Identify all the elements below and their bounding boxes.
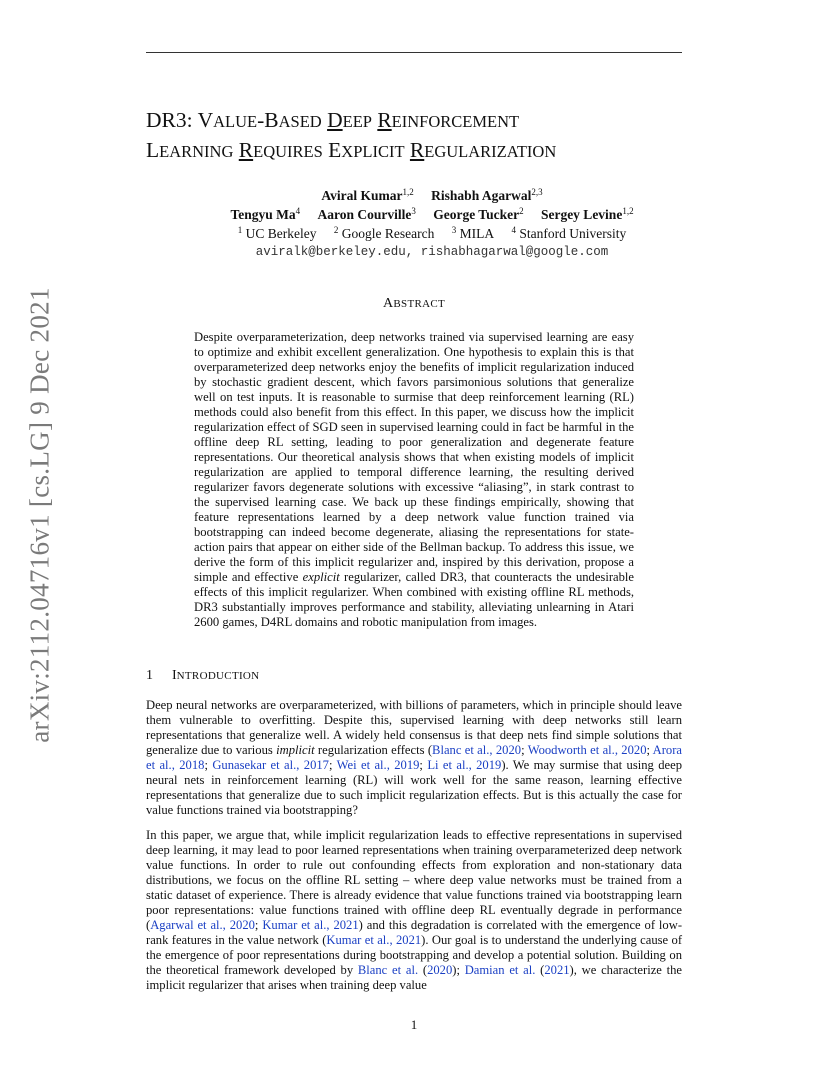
author-name: George Tucker [433,207,520,222]
title-line-2: LEARNING REQUIRES EXPLICIT REGULARIZATION [146,138,557,162]
arxiv-stamp-text: arXiv:2112.04716v1 [cs.LG] 9 Dec 2021 [24,287,55,743]
author-emails: aviralk@berkeley.edu, rishabhagarwal@google.com [255,245,609,259]
author-name: Sergey Levine [540,207,623,222]
citation-link[interactable]: Blanc et al. [357,963,419,977]
citation-link[interactable]: Woodworth et al., 2020 [527,743,647,757]
citation-link[interactable]: 2020 [427,963,453,977]
abstract-body [194,330,634,630]
author-name: Tengyu Ma [230,207,296,222]
author-name: Rishabh Agarwal [431,188,532,203]
author-block [146,186,718,262]
citation-link[interactable]: Kumar et al., 2021 [326,933,422,947]
author-name: Aaron Courville [317,207,412,222]
citation-link[interactable]: 2021 [544,963,570,977]
citation-link[interactable]: Li et al., 2019 [427,758,502,772]
body-paragraph-1: Deep neural networks are overparameterized, with billions of parameters, which in principle should leave them vulnerable to overfitting. Despite this, supervised learning with deep networks still learn representations that generalize well. A widely held consensus is that deep nets find simple solutions that generalize due to various implicit regularization effects (Blanc et al., 2020; Woodworth et al., 2020; Arora et al., 2018; Gunasekar et al., 2017; Wei et al., 2019; Li et al., 2019). We may surmise that using deep neural nets in reinforcement learning (RL) will work well for the same reason, learning effective representations that generalize due to such implicit regularization effects. But is this actually the case for value functions trained via bootstrapping? [146,698,683,817]
citation-link[interactable]: Agarwal et al., 2020 [150,918,255,932]
citation-link[interactable]: Blanc et al., 2020 [432,743,522,757]
author-row-1: Aviral Kumar$^{1,2}$ Rishabh Agarwal$^{2,3}$ [321,187,543,203]
section-heading-introduction: 1 INTRODUCTION [146,668,260,683]
affiliations: $^1$ UC Berkeley $^2$ Google Research $^3$ MILA $^4$ Stanford University [237,225,627,241]
abstract-heading: ABSTRACT [382,296,446,311]
paper-title [146,106,746,166]
page-number: 1 [410,1017,418,1032]
top-rule [146,52,682,53]
citation-link[interactable]: Kumar et al., 2021 [262,918,359,932]
abstract-paragraph: Despite overparameterization, deep networks trained via supervised learning are easy to optimize and exhibit excellent generalization. One hypothesis to explain this is that overparameterized deep networks enjoy the benefits of implicit regularization induced by stochastic gradient descent, which favors parsimonious solutions that generalize well on test inputs. It is reasonable to surmise that deep reinforcement learning (RL) methods could also benefit from this effect. In this paper, we discuss how the implicit regularization effect of SGD seen in supervised learning could in fact be harmful in the offline deep RL setting, leading to poor generalization and degenerate feature representations. Our theoretical analysis shows that when existing models of implicit regularization are applied to temporal difference learning, the resulting derived regularizer favors degenerate solutions with excessive “aliasing”, in stark contrast to the supervised learning case. We back up these findings empirically, showing that feature representations learned by a deep network value function trained via bootstrapping can indeed become degenerate, aliasing the representations for state-action pairs that appear on either side of the Bellman backup. To address this issue, we derive the form of this implicit regularizer and, inspired by this derivation, propose a simple and effective explicit regularizer, called DR3, that counteracts the undesirable effects of this implicit regularizer. When combined with existing offline RL methods, DR3 substantially improves performance and stability, alleviating unlearning in Atari 2600 games, D4RL domains and robotic manipulation from images. [194,330,634,629]
citation-link[interactable]: Gunasekar et al., 2017 [212,758,329,772]
introduction-body [146,698,682,1003]
title-line-1: DR3: VALUE-BASED DEEP REINFORCEMENT [146,108,520,132]
citation-link[interactable]: Damian et al. [464,963,536,977]
body-paragraph-2: In this paper, we argue that, while implicit regularization leads to effective representations in supervised deep learning, it may lead to poor learned representations when training overparameterized deep network value functions. In order to rule out confounding effects from exploration and non-stationary data distributions, we focus on the offline RL setting – where deep value networks must be trained from a static dataset of experience. There is already evidence that value functions trained via bootstrapping learn poor representations: value functions trained with offline deep RL eventually degrade in performance (Agarwal et al., 2020; Kumar et al., 2021) and this degradation is correlated with the emergence of low-rank features in the value network (Kumar et al., 2021). Our goal is to understand the underlying cause of the emergence of poor representations during bootstrapping and develop a potential solution. Building on the theoretical framework developed by Blanc et al. (2020); Damian et al. (2021), we characterize the implicit regularizer that arises when training deep value [146,828,683,992]
citation-link[interactable]: Wei et al., 2019 [336,758,420,772]
author-row-2: Tengyu Ma$^4$ Aaron Courville$^3$ George Tucker$^2$ Sergey Levine$^{1,2}$ [230,206,634,222]
citation-link[interactable]: Arora et al., 2018 [146,743,683,772]
author-name: Aviral Kumar [321,188,403,203]
